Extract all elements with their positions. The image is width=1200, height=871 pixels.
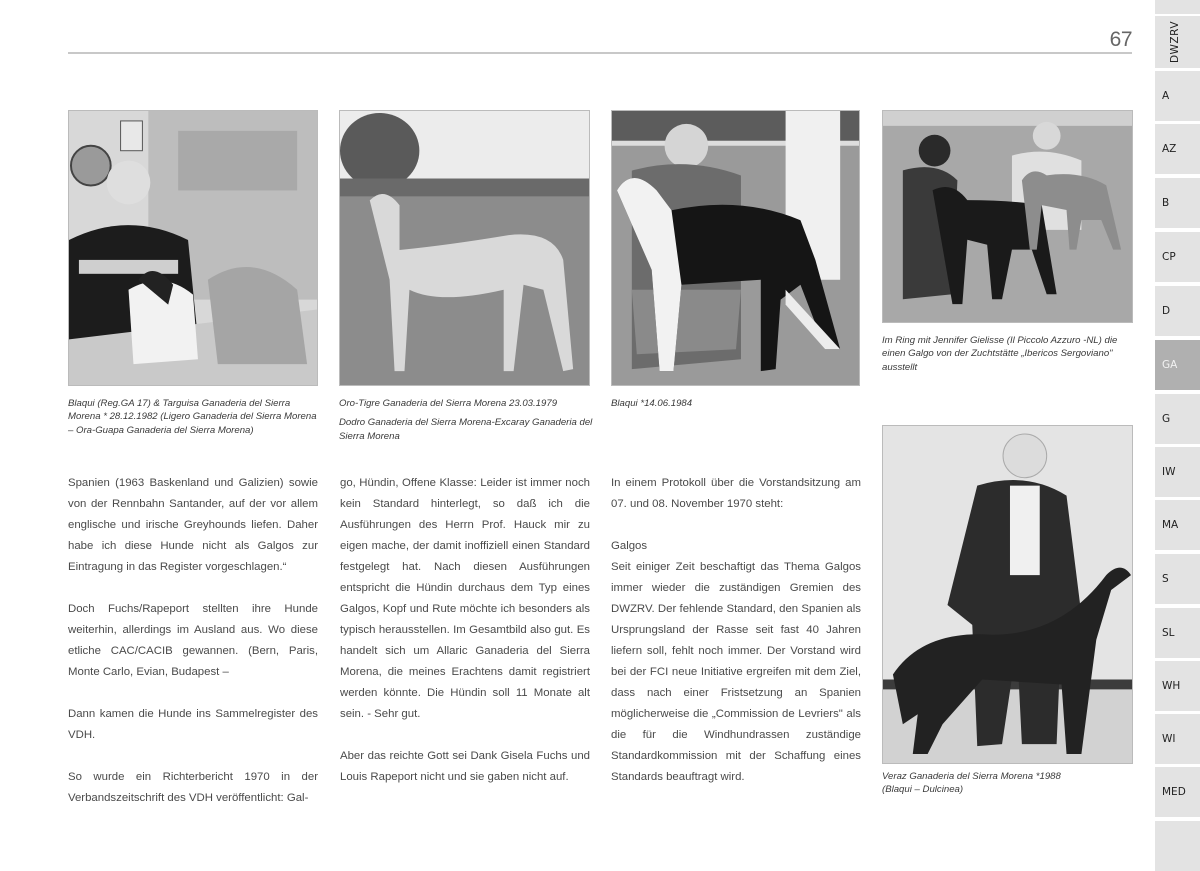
tab-label: WH (1162, 680, 1181, 692)
tab-az[interactable] (1155, 124, 1200, 174)
caption-photo1 (68, 397, 323, 443)
tab-label: G (1162, 413, 1171, 425)
caption-text: (Blaqui – Dulcinea) (882, 784, 964, 796)
tab-label: SL (1162, 627, 1175, 639)
caption-photo2 (339, 397, 594, 449)
subheading-galgos: Galgos (611, 540, 648, 552)
tab-ma[interactable] (1155, 500, 1200, 550)
tab-label: DWZRV (1169, 20, 1182, 64)
caption-text: Oro-Tigre Ganaderia del Sierra Morena 23.03.1979 (339, 398, 558, 409)
tab-b[interactable] (1155, 178, 1200, 228)
tab-d[interactable] (1155, 286, 1200, 336)
tab-s[interactable] (1155, 554, 1200, 604)
tab-med[interactable] (1155, 767, 1200, 817)
tab-label: MED (1162, 786, 1186, 798)
tab-label: CP (1162, 251, 1176, 263)
photo-image (340, 111, 589, 385)
tab-g[interactable] (1155, 394, 1200, 444)
caption-text: Blaqui (Reg.GA 17) & Targuisa Ganaderia del Sierra Morena * 28.12.1982 (Ligero Ganaderia del Sierra Morena – Ora-Guapa Ganaderia del Sierra Morena) (68, 398, 317, 436)
photo-ring-handlers (882, 110, 1133, 323)
header-rule (68, 52, 1132, 54)
tab-label: A (1162, 90, 1170, 102)
caption-text: Blaqui *14.06.1984 (611, 398, 693, 409)
paragraph: So wurde ein Richterbericht 1970 in der Verbandszeitschrift des VDH veröffentlicht: Gal- (68, 771, 318, 804)
tab-iw[interactable] (1155, 447, 1200, 497)
caption-photo3 (611, 397, 861, 416)
photo-image (883, 426, 1132, 763)
paragraph: In einem Protokoll über die Vorstandsitzung am 07. und 08. November 1970 steht: (611, 477, 861, 510)
caption-text: Veraz Ganaderia del Sierra Morena *1988 (882, 771, 1061, 782)
tab-label: S (1162, 573, 1169, 585)
tab-cp[interactable] (1155, 232, 1200, 282)
paragraph: Spanien (1963 Baskenland und Galizien) sowie von der Rennbahn Santander, auf der vor allem englische und irische Greyhounds liefen. Daher habe ich diese Hunde nicht als Galgos zur Eintragung in das Register vorgeschlagen.“ (68, 477, 318, 573)
tab-label: B (1162, 197, 1170, 209)
tab-label: WI (1162, 733, 1176, 745)
caption-text: Dodro Ganaderia del Sierra Morena-Excaray Ganaderia del Sierra Morena (339, 417, 593, 442)
tab-label: IW (1162, 466, 1176, 478)
caption-text: Im Ring mit Jennifer Gielisse (Il Piccolo Azzuro -NL) die einen Galgo von der Zuchtstätte „Ibericos Sergoviano" ausstellt (882, 335, 1118, 373)
text-column-3 (611, 473, 861, 809)
tab-label: AZ (1162, 143, 1177, 155)
tab-label: GA (1162, 359, 1178, 371)
text-column-1 (68, 473, 318, 830)
caption-photo4 (882, 334, 1137, 380)
text-column-2 (340, 473, 590, 809)
paragraph: Aber das reichte Gott sei Dank Gisela Fuchs und Louis Rapeport nicht und sie gaben nicht auf. (340, 750, 590, 783)
photo-blaqui-show (611, 110, 860, 386)
tab-label: D (1162, 305, 1171, 317)
photo-image (612, 111, 859, 385)
photo-man-with-dogs (68, 110, 318, 386)
paragraph: Doch Fuchs/Rapeport stellten ihre Hunde weiterhin, allerdings im Ausland aus. Wo diese etliche CAC/CACIB gewannen. (Bern, Paris, Monte Carlo, Evian, Budapest – (68, 603, 318, 678)
paragraph: Seit einiger Zeit beschaftigt das Thema Galgos immer wieder die zuständigen Gremien des DWZRV. Der fehlende Standard, den Spanien als Ursprungsland der Rasse seit fast 40 Jahren liefern soll, fehlt noch immer. Der Vorstand wird bei der FCI neue Initiative ergreifen mit dem Ziel, dass nach einer Fristsetzung an Spanien möglicherweise die „Commission de Levriers" als die für die Windhundrassen zuständige Standardkommission mit der Schaffung eines Standards beauftragt wird. (611, 561, 861, 783)
photo-man-black-galgo (882, 425, 1133, 764)
caption-photo5 (882, 770, 1137, 797)
tab-sl[interactable] (1155, 608, 1200, 658)
tab-ga[interactable] (1155, 340, 1200, 390)
tab-wi[interactable] (1155, 714, 1200, 764)
tab-dwzrv[interactable] (1155, 16, 1200, 68)
tab-blank-bottom (1155, 821, 1200, 871)
register-tab-sidebar (1155, 0, 1200, 849)
photo-galgo-in-field (339, 110, 590, 386)
paragraph: Dann kamen die Hunde ins Sammelregister des VDH. (68, 708, 318, 741)
tab-wh[interactable] (1155, 661, 1200, 711)
page-number: 67 (1109, 28, 1132, 51)
tab-a[interactable] (1155, 71, 1200, 121)
photo-image (69, 111, 317, 385)
paragraph: go, Hündin, Offene Klasse: Leider ist immer noch kein Standard hinterlegt, so daß ich die Ausführungen des Herrn Prof. Hauck mir zu eigen mache, der damit inoffiziell einen Standard festgelegt hat. Nach diesen Ausführungen entspricht die Hündin durchaus dem Typ eines Galgos, Kopf und Rute möchte ich besonders als typisch herausstellen. Im Gesamtbild also gut. Es handelt sich um Allaric Ganaderia del Sierra Morena, die meines Erachtens damit registriert werden könnte. Die Hündin soll 11 Monate alt sein. - Sehr gut. (340, 477, 590, 720)
photo-image (883, 111, 1132, 322)
tab-blank-top (1155, 0, 1200, 14)
tab-label: MA (1162, 519, 1179, 531)
